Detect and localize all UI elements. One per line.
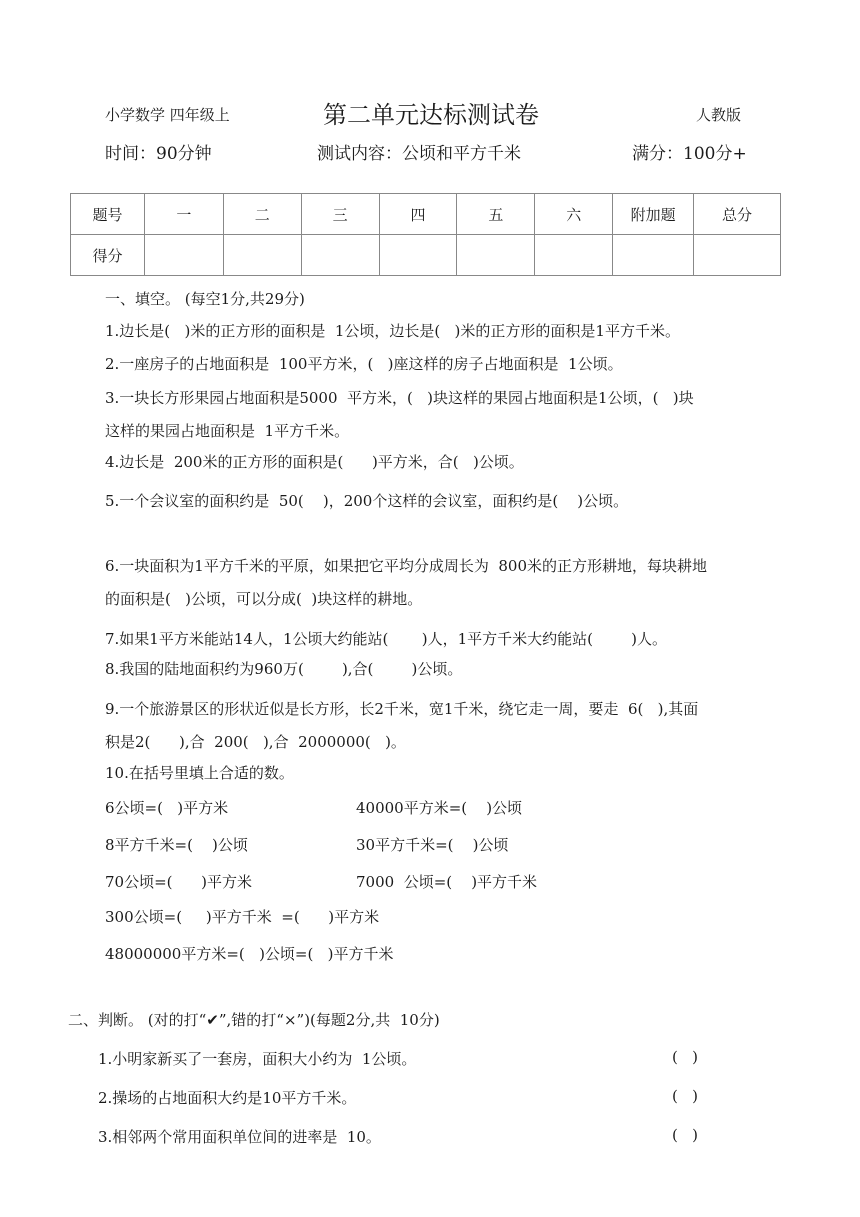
table-header-cell: 附加题 <box>613 194 694 235</box>
score-cell[interactable] <box>301 235 379 276</box>
conversion-item: 6公顷=( )平方米 <box>105 799 229 817</box>
conversion-item: 8平方千米=( )公顷 <box>105 836 248 854</box>
question-line: 的面积是( )公顷，可以分成( )块这样的耕地。 <box>105 590 423 608</box>
conversion-item: 7000 公顷=( )平方千米 <box>356 873 538 891</box>
section2-heading: 二、判断。 (对的打“✔”,错的打“×”)(每题2分,共 10分) <box>68 1011 440 1029</box>
question-line: 8.我国的陆地面积约为960万( ),合( )公顷。 <box>105 660 463 678</box>
conversion-item: 300公顷=( )平方千米 =( )平方米 <box>105 908 380 926</box>
conversion-item: 48000000平方米=( )公顷=( )平方千米 <box>105 945 394 963</box>
score-cell[interactable] <box>223 235 301 276</box>
edition: 人教版 <box>696 106 742 124</box>
question-line: 10.在括号里填上合适的数。 <box>105 764 294 782</box>
conversion-item: 30平方千米=( )公顷 <box>356 836 509 854</box>
question-line: 6.一块面积为1平方千米的平原，如果把它平均分成周长为 800米的正方形耕地，每块耕地 <box>105 557 708 575</box>
question-line: 积是2( ),合 200( ),合 2000000( )。 <box>105 733 406 751</box>
test-content: 测试内容：公顷和平方千米 <box>317 144 521 164</box>
subject-grade: 小学数学 四年级上 <box>105 106 230 124</box>
answer-blank[interactable]: ( ) <box>672 1048 699 1066</box>
answer-blank[interactable]: ( ) <box>672 1126 699 1144</box>
answer-blank[interactable]: ( ) <box>672 1087 699 1105</box>
table-header-cell: 一 <box>144 194 223 235</box>
table-header-cell: 题号 <box>71 194 145 235</box>
question-line: 4.边长是 200米的正方形的面积是( )平方米，合( )公顷。 <box>105 453 524 471</box>
score-cell[interactable] <box>535 235 613 276</box>
table-header-cell: 五 <box>457 194 535 235</box>
table-header-cell: 六 <box>535 194 613 235</box>
judgment-item: 1.小明家新买了一套房，面积大小约为 1公顷。 <box>98 1050 417 1068</box>
question-line: 2.一座房子的占地面积是 100平方米，( )座这样的房子占地面积是 1公顷。 <box>105 355 623 373</box>
score-cell[interactable] <box>379 235 457 276</box>
conversion-item: 70公顷=( )平方米 <box>105 873 252 891</box>
conversion-item: 40000平方米=( )公顷 <box>356 799 523 817</box>
full-score: 满分：100分+ <box>632 144 747 164</box>
time-limit: 时间：90分钟 <box>105 144 212 164</box>
page-title: 第二单元达标测试卷 <box>323 101 539 129</box>
judgment-item: 3.相邻两个常用面积单位间的进率是 10。 <box>98 1128 381 1146</box>
question-line: 这样的果园占地面积是 1平方千米。 <box>105 422 350 440</box>
table-row-label: 得分 <box>71 235 145 276</box>
table-header-cell: 四 <box>379 194 457 235</box>
score-cell[interactable] <box>144 235 223 276</box>
score-table-header-row <box>71 194 781 235</box>
question-line: 7.如果1平方米能站14人，1公顷大约能站( )人，1平方千米大约能站( )人。 <box>105 630 667 648</box>
question-line: 9.一个旅游景区的形状近似是长方形，长2千米，宽1千米，绕它走一周，要走 6( ),其面 <box>105 700 699 718</box>
score-cell[interactable] <box>694 235 781 276</box>
score-cell[interactable] <box>457 235 535 276</box>
judgment-item: 2.操场的占地面积大约是10平方千米。 <box>98 1089 357 1107</box>
score-table-score-row <box>71 235 781 276</box>
section1-heading: 一、填空。 (每空1分,共29分) <box>105 290 305 308</box>
question-line: 1.边长是( )米的正方形的面积是 1公顷，边长是( )米的正方形的面积是1平方千米。 <box>105 322 680 340</box>
question-line: 3.一块长方形果园占地面积是5000 平方米，( )块这样的果园占地面积是1公顷，( )块 <box>105 389 694 407</box>
question-line: 5.一个会议室的面积约是 50( )，200个这样的会议室，面积约是( )公顷。 <box>105 492 629 510</box>
table-header-cell: 二 <box>223 194 301 235</box>
table-header-cell: 总分 <box>694 194 781 235</box>
score-cell[interactable] <box>613 235 694 276</box>
score-table <box>70 193 781 276</box>
table-header-cell: 三 <box>301 194 379 235</box>
